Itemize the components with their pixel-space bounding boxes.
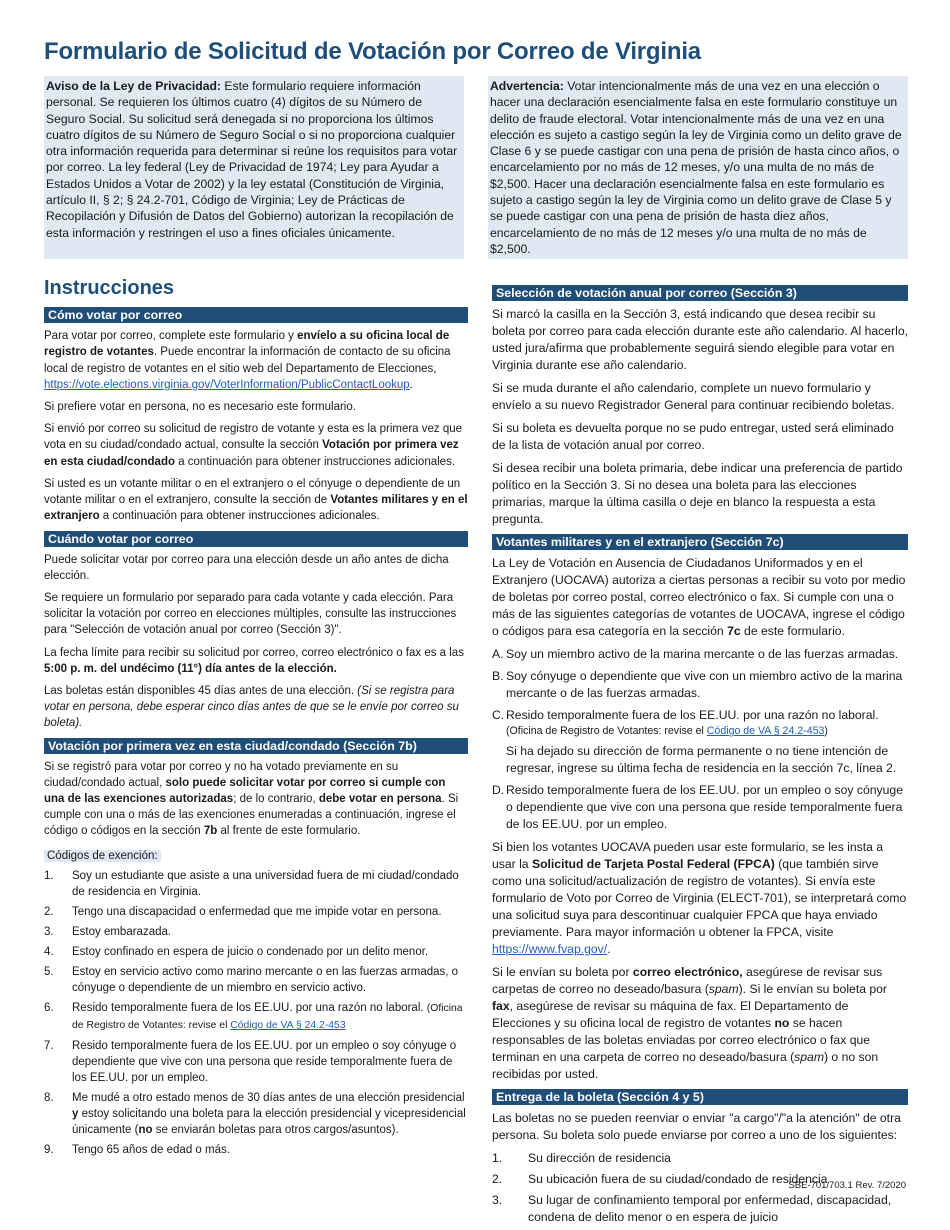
list-item: 5. Estoy en servicio activo como marino mercante o en las fuerzas armadas, o cónyuge o dependiente de un miembro en servicio activo. [44, 965, 459, 994]
list-item: 7. Resido temporalmente fuera de los EE.UU. por un empleo o soy cónyuge o dependiente que vive con una persona que reside temporalmente fuera de los EE.UU. por un empleo. [44, 1039, 457, 1084]
page-title: Formulario de Solicitud de Votación por Correo de Virginia [44, 38, 701, 65]
warning-notice [488, 76, 908, 259]
how-p1: Para votar por correo, complete este formulario y envíelo a su oficina local de registro de votantes. Puede encontrar la información de contacto de su oficina local de registro de votantes en el sitio web del Departamento de Elecciones, https://vote.elections.virginia.gov/VoterInformation/PublicContactLookup. [44, 330, 451, 391]
privacy-notice [44, 76, 464, 259]
when-p3: La fecha límite para recibir su solicitud por correo, correo electrónico o fax es a las 5:00 p. m. del undécimo (11°) día antes de la elección. [44, 646, 464, 675]
first-time-heading: Votación por primera vez en esta ciudad/condado (Sección 7b) [44, 738, 468, 754]
list-item: 8. Me mudé a otro estado menos de 30 días antes de una elección presidencial y estoy solicitando una boleta para la elección presidencial y vicepresidencial únicamente (no se enviarán boletas para otros cargos/asuntos). [44, 1091, 466, 1136]
list-item: 9. Tengo 65 años de edad o más. [44, 1143, 230, 1156]
when-p4: Las boletas están disponibles 45 días antes de una elección. (Si se registra para votar en persona, debe esperar cinco días antes de que se le envíe por correo su boleta). [44, 684, 459, 730]
list-item: 4. Estoy confinado en espera de juicio o condenado por un delito menor. [44, 945, 429, 958]
instruction-columns [44, 286, 908, 1230]
list-item: B. Soy cónyuge o dependiente que vive con un miembro activo de la marina mercante o de las fuerzas armadas. [491, 669, 903, 701]
list-item: 1. Su dirección de residencia [491, 1151, 671, 1166]
military-p3: Si le envían su boleta por correo electrónico, asegúrese de revisar sus carpetas de correo no deseado/basura (spam). Si le envían su boleta por fax, asegúrese de revisar su máquina de fax. El Departamento de Elecciones y su oficina local de registro de votantes no se hacen responsables de las boletas enviadas por correo electrónico o fax que terminan en una carpeta de correo no deseado/basura (spam) o no son recibidas por usted. [491, 965, 887, 1082]
how-p3: Si envió por correo su solicitud de registro de votante y esta es la primera vez que vota en su ciudad/condado actual, consulte la sección Votación por primera vez en esta ciudad/condado a continuación para obtener instrucciones adicionales. [44, 423, 463, 468]
va-code-link[interactable]: Código de VA § 24.2-453 [230, 1019, 346, 1031]
list-item: C. Resido temporalmente fuera de los EE.UU. por una razón no laboral. (Oficina de Registro de Votantes: revise el Código de VA § 24.2-453) [491, 708, 879, 738]
instructions-heading: Instrucciones [44, 277, 175, 300]
form-number-footer: SBE-701/703.1 Rev. 7/2020 [788, 1180, 906, 1191]
va-code-link-c[interactable]: Código de VA § 24.2-453 [706, 725, 825, 738]
when-p2: Se requiere un formulario por separado para cada votante y cada elección. Para solicitar la votación por correo en elecciones múltiples, consulte las instrucciones para "Selección de votación anual por correo (Sección 3)". [44, 591, 457, 637]
right-column [492, 285, 908, 1230]
exemption-codes-list [44, 868, 468, 1158]
list-item: D. Resido temporalmente fuera de los EE.UU. por un empleo o soy cónyuge o dependiente que vive con una persona que reside temporalmente fuera de los EE.UU. por un empleo. [491, 783, 903, 832]
when-p1: Puede solicitar votar por correo para una elección desde un año antes de dicha elección. [44, 553, 449, 582]
list-item: 3. Su lugar de confinamiento temporal por enfermedad, discapacidad, condena de delito menor o en espera de juicio [491, 1193, 892, 1225]
list-item: 1. Soy un estudiante que asiste a una universidad fuera de mi ciudad/condado de residencia en Virginia. [44, 869, 459, 898]
annual-p3: Si su boleta es devuelta porque no se pudo entregar, usted será eliminado de la lista de votación anual por correo. [491, 421, 894, 453]
delivery-p1: Las boletas no se pueden reenviar o enviar "a cargo"/"a la atención" de otra persona. Su boleta solo puede enviarse por correo a uno de los siguientes: [491, 1111, 901, 1143]
military-p1: La Ley de Votación en Ausencia de Ciudadanos Uniformados y en el Extranjero (UOCAVA) autoriza a ciertas personas a recibir su voto por medio de boletas por correo postal, correo electrónico o fax. Si cumple con una o más de las siguientes categorías de votantes de UOCAVA, ingrese el código o códigos para esa categoría en la sección 7c de este formulario. [491, 556, 906, 639]
fvap-link[interactable]: https://www.fvap.gov/ [491, 942, 608, 957]
privacy-text: Este formulario requiere información personal. Se requieren los últimos cuatro (4) dígitos de su Número de Seguro Social. Su solicitud será denegada si no proporciona los últimos cuatro dígitos de su Número de Seguro Social o si no proporciona cualquier otra información requerida para determinar si reúne los requisitos para votar por correo. La ley federal (Ley de Privacidad de 1974; Ley para Ayudar a Estados Unidos a Votar de 2002) y la ley estatal (Constitución de Virginia, artículo II, § 2; § 24.2-701, Código de Virginia; Ley de Prácticas de Recopilación y Difusión de Datos del Gobierno) autorizan la recopilación de esta información y restringen el uso a fines oficiales únicamente. [46, 79, 458, 240]
exemption-codes-label: Códigos de exención: [44, 850, 161, 862]
annual-heading: Selección de votación anual por correo (Sección 3) [492, 285, 908, 301]
left-column [44, 307, 468, 1230]
how-heading: Cómo votar por correo [44, 307, 468, 323]
notices-row [44, 76, 908, 259]
uocava-categories [492, 646, 908, 833]
list-item: 3. Estoy embarazada. [44, 925, 172, 938]
list-item: 2. Su ubicación fuera de su ciudad/condado de residencia [491, 1172, 828, 1187]
military-heading: Votantes militares y en el extranjero (Sección 7c) [492, 534, 908, 550]
warning-label: Advertencia: [490, 79, 564, 93]
how-p2: Si prefiere votar en persona, no es necesario este formulario. [44, 401, 356, 414]
privacy-label: Aviso de la Ley de Privacidad: [46, 79, 221, 93]
warning-text: Votar intencionalmente más de una vez en una elección o hacer una declaración esencialmente falsa en este formulario constituye un delito de fraude electoral. Votar intencionalmente más de una vez en una elección es sujeto a castigo según la ley de Virginia como un delito grave de Clase 6 y se puede castigar con una pena de prisión de hasta cinco años, o encarcelamiento por no más de 12 meses, y/o una multa de no más de $2,500. Hacer una declaración esencialmente falsa en este formulario es sujeto a castigo según la ley de Virginia como un delito grave de Clase 5 y se puede castigar con una pena de prisión de hasta diez años, encarcelamiento de no más de 12 meses y/o una multa de no más de $2,500. [490, 79, 902, 256]
list-item: 2. Tengo una discapacidad o enfermedad que me impide votar en persona. [44, 905, 442, 918]
contact-lookup-link[interactable]: https://vote.elections.virginia.gov/VoterInformation/PublicContactLookup [44, 378, 410, 391]
annual-p4: Si desea recibir una boleta primaria, debe indicar una preferencia de partido político en la Sección 3. Si no desea una boleta para las elecciones primarias, marque la última casilla o deje en blanco la respuesta a esta pregunta. [491, 461, 903, 527]
form-page [44, 38, 908, 1230]
delivery-heading: Entrega de la boleta (Sección 4 y 5) [492, 1089, 908, 1105]
military-p2: Si bien los votantes UOCAVA pueden usar este formulario, se les insta a usar la Solicitud de Tarjeta Postal Federal (FPCA) (que también sirve como una solicitud/actualización de registro de votantes). Si envía este formulario de Voto por Correo de Virginia (ELECT-701), se interpretará como una solicitud suya para descontinuar cualquier FPCA que haya enviado previamente. Para mayor información u obtener la FPCA, visite https://www.fvap.gov/. [491, 840, 907, 957]
list-item: A. Soy un miembro activo de la marina mercante o de las fuerzas armadas. [491, 647, 899, 662]
how-p4: Si usted es un votante militar o en el extranjero o el cónyuge o dependiente de un votante militar o en el extranjero, consulte la sección de Votantes militares y en el extranjero a continuación para obtener instrucciones adicionales. [44, 477, 468, 523]
first-time-p1: Si se registró para votar por correo y no ha votado previamente en su ciudad/condado actual, solo puede solicitar votar por correo si cumple con una de las exenciones autorizadas; de lo contrario, debe votar en persona. Si cumple con una o más de las exenciones enumeradas a continuación, ingrese el código o códigos en la sección 7b al frente de este formulario. [44, 760, 459, 838]
category-c-note: Si ha dejado su dirección de forma permanente o no tiene intención de regresar, ingrese su última fecha de residencia en la sección 7c, línea 2. [505, 744, 897, 776]
list-item: 6. Resido temporalmente fuera de los EE.UU. por una razón no laboral. (Oficina de Registro de Votantes: revise el Código de VA § 24.2-453 [44, 1001, 463, 1031]
annual-p1: Si marcó la casilla en la Sección 3, está indicando que desea recibir su boleta por correo para cada elección durante este año calendario. Al hacerlo, usted jura/afirma que probablemente seguirá siendo elegible para votar en Virginia durante ese año calendario. [491, 307, 908, 373]
annual-p2: Si se muda durante el año calendario, complete un nuevo formulario y envíelo a su nuevo Registrador General para continuar recibiendo boletas. [491, 381, 895, 413]
when-heading: Cuándo votar por correo [44, 531, 468, 547]
